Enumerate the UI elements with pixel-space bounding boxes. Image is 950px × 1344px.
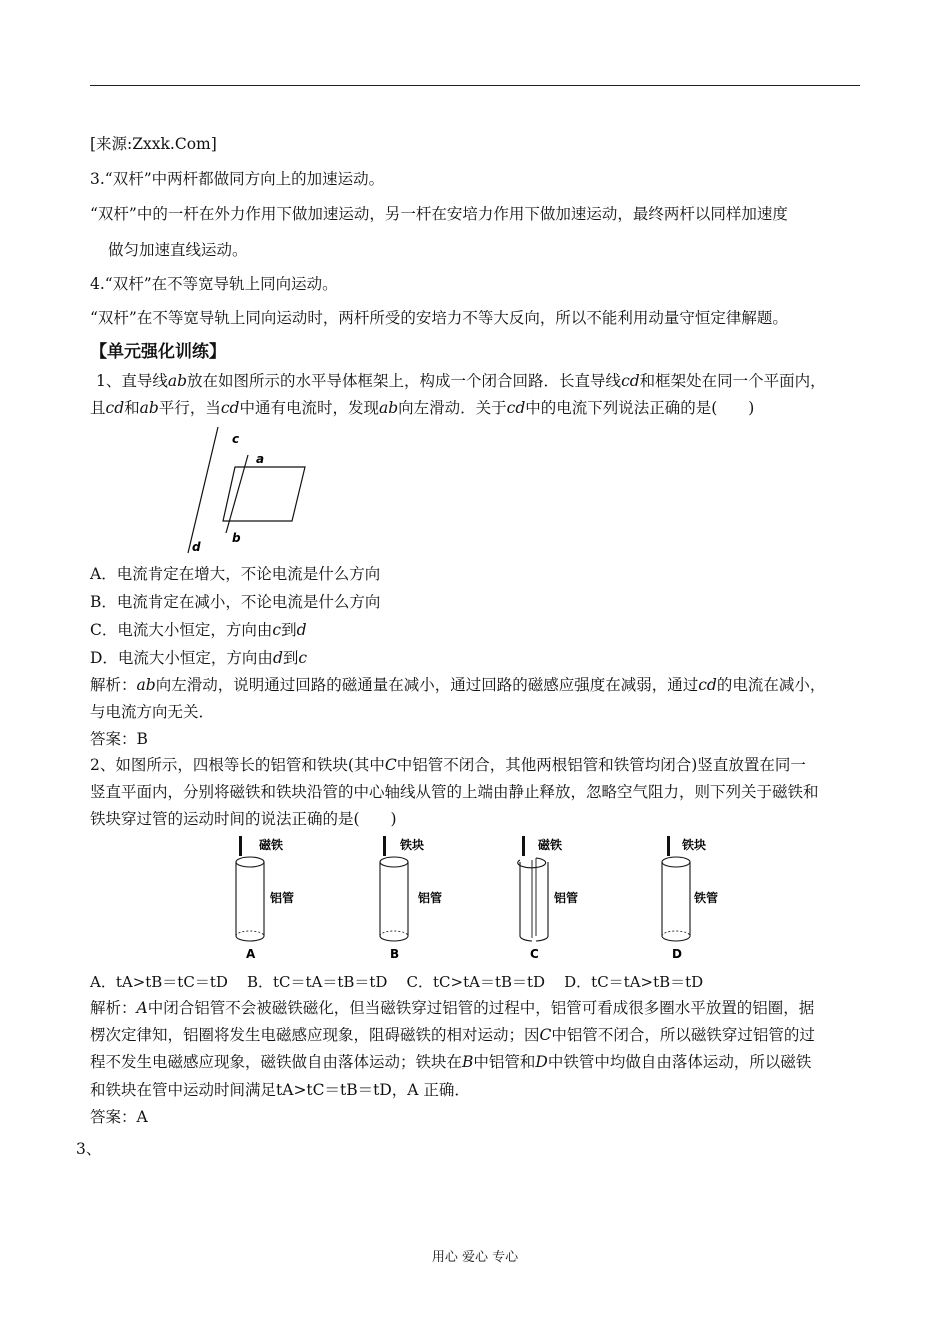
q1-answer: 答案：B <box>90 730 148 748</box>
section-heading: 【单元强化训练】 <box>90 342 226 362</box>
tube-c-top-label: 磁铁 <box>538 838 563 852</box>
magnet-bar-a <box>239 836 242 856</box>
tube-d-letter: D <box>672 947 682 961</box>
page-footer: 用心 爱心 专心 <box>431 1250 519 1265</box>
q1-option-c: C．电流大小恒定，方向由c到d <box>90 621 307 639</box>
q2-options <box>90 971 703 993</box>
q1-analysis-line2: 与电流方向无关． <box>90 703 215 721</box>
item4-body: “双杆”在不等宽导轨上同向运动时，两杆所受的安培力不等大反向，所以不能利用动量守恒定律解题。 <box>90 309 788 327</box>
q2-figure <box>220 830 730 965</box>
q1-stem-line1: 1、直导线ab放在如图所示的水平导体框架上，构成一个闭合回路．长直导线cd和框架处在同一个平面内， <box>96 372 826 390</box>
conductor-frame <box>223 467 305 521</box>
q1-figure <box>180 425 320 560</box>
item3-title: 3.“双杆”中两杆都做同方向上的加速运动。 <box>90 170 385 188</box>
tube-a-top-label: 磁铁 <box>259 838 284 852</box>
q2-analysis-line3: 程不发生电磁感应现象，磁铁做自由落体运动；铁块在B中铝管和D中铁管中均做自由落体运动，所以磁铁 <box>90 1053 812 1071</box>
q2-option-a: A．tA>tB＝tC＝tD <box>90 973 228 991</box>
q2-option-b: B．tC＝tA＝tB＝tD <box>246 973 388 991</box>
q2-analysis-line1: 解析：A中闭合铝管不会被磁铁磁化，但当磁铁穿过铝管的过程中，铝管可看成很多圈水平放置的铝圈，据 <box>90 999 815 1017</box>
tube-a-letter: A <box>246 947 256 961</box>
q2-analysis-line4: 和铁块在管中运动时间满足tA>tC＝tB＝tD，A 正确． <box>90 1081 470 1099</box>
q2-analysis-line2: 楞次定律知，铝圈将发生电磁感应现象，阻碍磁铁的相对运动；因C中铝管不闭合，所以磁铁穿过铝管的过 <box>90 1026 815 1044</box>
q1-option-b: B．电流肯定在减小，不论电流是什么方向 <box>90 593 381 611</box>
magnet-bar-c <box>522 836 525 856</box>
tube-b-side-label: 铝管 <box>418 891 443 905</box>
label-a: a <box>256 452 265 466</box>
tube-c <box>518 836 578 961</box>
item3-body-line1: “双杆”中的一杆在外力作用下做加速运动，另一杆在安培力作用下做加速运动，最终两杆以同样加速度 <box>90 205 788 223</box>
tube-d-top-label: 铁块 <box>682 838 707 852</box>
iron-block-b <box>383 836 386 856</box>
tube-b-letter: B <box>390 947 400 961</box>
item4-title: 4.“双杆”在不等宽导轨上同向运动。 <box>90 275 338 293</box>
q3-label: 3、 <box>76 1140 102 1158</box>
tube-d <box>662 836 718 961</box>
label-c: c <box>232 432 240 446</box>
q2-option-d: D．tC＝tA>tB＝tD <box>564 973 704 991</box>
tube-b-top-label: 铁块 <box>400 838 425 852</box>
label-b: b <box>232 531 241 545</box>
q1-analysis-line1: 解析：ab向左滑动，说明通过回路的磁通量在减小，通过回路的磁感应强度在减弱，通过cd的电流在减小， <box>90 676 826 694</box>
tube-d-side-label: 铁管 <box>694 891 719 905</box>
wire-cd <box>188 427 218 553</box>
tube-a-side-label: 铝管 <box>270 891 295 905</box>
tube-c-letter: C <box>530 947 539 961</box>
source-note: [来源:Zxxk.Com] <box>90 135 217 153</box>
q2-stem-line3: 铁块穿过管的运动时间的说法正确的是( ) <box>90 810 397 828</box>
q2-stem-line1: 2、如图所示，四根等长的铝管和铁块(其中C中铝管不闭合，其他两根铝管和铁管均闭合)竖直放置在同一 <box>90 756 806 774</box>
q2-answer: 答案：A <box>90 1108 148 1126</box>
q2-option-c: C．tC>tA＝tB＝tD <box>406 973 546 991</box>
q2-stem-line2: 竖直平面内，分别将磁铁和铁块沿管的中心轴线从管的上端由静止释放，忽略空气阻力，则下列关于磁铁和 <box>90 783 819 801</box>
q1-option-a: A．电流肯定在增大，不论电流是什么方向 <box>90 565 381 583</box>
item3-body-line2: 做匀加速直线运动。 <box>108 241 248 259</box>
tube-a <box>236 836 294 961</box>
header-rule <box>90 85 860 86</box>
q1-stem-line2: 且cd和ab平行，当cd中通有电流时，发现ab向左滑动．关于cd中的电流下列说法正确的是( ) <box>90 399 755 417</box>
q1-option-d: D．电流大小恒定，方向由d到c <box>90 649 308 667</box>
label-d: d <box>192 540 201 554</box>
iron-block-d <box>667 836 670 856</box>
tube-b <box>380 836 442 961</box>
tube-c-side-label: 铝管 <box>554 891 579 905</box>
